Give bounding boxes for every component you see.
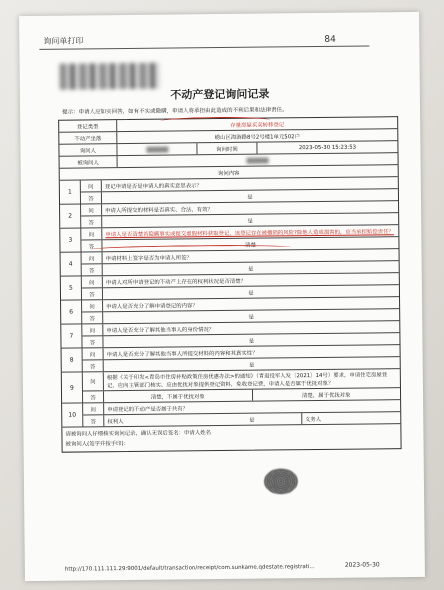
qa-list bbox=[60, 177, 401, 428]
qa-tag: 答 bbox=[83, 391, 104, 402]
qa-number: 4 bbox=[61, 252, 82, 275]
qa-body bbox=[82, 273, 399, 299]
answer-option: 清楚，不属于优抚对象 bbox=[150, 393, 205, 401]
question-line-text: 申请人是否充分了解其他当事人的身份情况？ bbox=[106, 326, 215, 334]
qa-tag: 答 bbox=[82, 312, 103, 323]
qa-tag: 问 bbox=[83, 348, 104, 359]
redacted-name bbox=[146, 146, 168, 152]
qa-tag: 答 bbox=[82, 288, 103, 299]
prompt-text: 提示：申请人应如实回答，如有不实或隐瞒，申请人将承担由此造成的不利后果和法律责任。 bbox=[62, 107, 288, 116]
qa-tag: 答 bbox=[82, 264, 103, 275]
qa-number: 1 bbox=[60, 180, 81, 203]
qa-tag: 问 bbox=[81, 228, 102, 239]
qa-body bbox=[83, 345, 400, 371]
qa-tag: 问 bbox=[83, 372, 104, 390]
question-line-text: 申请人对所申请登记的不动产上存在的权利状况是否清楚？ bbox=[105, 278, 247, 286]
qa-item bbox=[61, 249, 399, 277]
qa-number: 3 bbox=[60, 228, 81, 251]
signature-section bbox=[62, 424, 400, 452]
qa-tag: 问 bbox=[82, 324, 103, 335]
qa-number: 6 bbox=[61, 300, 82, 323]
answer-line-text: 是 bbox=[248, 362, 255, 369]
qa-number: 9 bbox=[62, 372, 83, 402]
qa-tag: 问 bbox=[82, 300, 103, 311]
answer-option: 清楚，属于优抚对象 bbox=[251, 388, 400, 401]
question-line-text: 申请人所提交的材料是否真实、合法、有效？ bbox=[105, 206, 213, 214]
question-line-text: 申请人是否清楚若隐瞒事实或提交虚假材料获取登记，该登记存在被撤销的风险?除他人造成损害的，应当承担赔偿责任？ bbox=[105, 228, 394, 238]
question-line-text: 根据《关于印发<青岛市住房补贴政策住房优惠办法>的通知》（青退役军人发〔2021〕14号）要求，申请住宅房屋登记，应向主管部门核实、应由优抚对象提供登记资料，免收登记费，申请人是否属于优抚对象？ bbox=[106, 372, 388, 390]
qa-number: 10 bbox=[62, 403, 83, 426]
question-line-text: 申请人是否充分了解申请登记的内容？ bbox=[106, 302, 198, 310]
qa-tag: 问 bbox=[82, 276, 103, 287]
qa-item bbox=[60, 201, 398, 229]
qa-tag: 答 bbox=[83, 360, 104, 371]
qa-body bbox=[83, 369, 400, 402]
question-line-text: 申请人是否充分了解其他当事人所提交材料的内容和其真实性？ bbox=[106, 350, 258, 358]
question-line-text: 申请登记的不动产是否属于共有？ bbox=[107, 405, 189, 413]
qa-body bbox=[81, 177, 398, 203]
qa-number: 2 bbox=[60, 204, 81, 227]
qa-tag: 问 bbox=[81, 204, 102, 215]
qa-number: 5 bbox=[61, 276, 82, 299]
document-page bbox=[19, 12, 425, 581]
qa-item bbox=[61, 273, 399, 301]
info-label: 询问人 bbox=[59, 144, 117, 156]
qa-tag: 答 bbox=[81, 216, 102, 227]
qa-tag: 答 bbox=[81, 192, 102, 203]
info-value bbox=[117, 143, 197, 155]
question-line-text: 登记申请是否是申请人的真实意思表示？ bbox=[104, 182, 202, 190]
answer-text: 是 bbox=[249, 417, 255, 424]
page-number: 84 bbox=[324, 34, 336, 45]
qa-number: 8 bbox=[62, 348, 83, 371]
inquiry-form bbox=[58, 116, 401, 453]
header-rule bbox=[39, 45, 369, 49]
qa-tag: 问 bbox=[81, 180, 102, 191]
qa-body bbox=[82, 297, 399, 323]
footer-date: 2023-05-30 bbox=[344, 561, 380, 569]
document-title: 不动产登记询问记录 bbox=[170, 87, 270, 102]
info-value: 2023-05-30 15:23:53 bbox=[298, 144, 357, 151]
answer-line-text: 是 bbox=[247, 266, 254, 273]
qa-body bbox=[82, 249, 399, 275]
info-label: 登记类型 bbox=[59, 120, 117, 132]
qa-tag: 答 bbox=[82, 336, 103, 347]
qa-body bbox=[83, 400, 400, 426]
redacted-barcode bbox=[60, 63, 160, 90]
answer-line-text: 清楚 bbox=[245, 242, 256, 249]
qa-tag: 答 bbox=[81, 240, 102, 251]
qa-item bbox=[62, 369, 400, 404]
redacted-name bbox=[247, 157, 269, 163]
fingerprint bbox=[264, 468, 298, 494]
answer-line-text: 是 bbox=[247, 194, 253, 201]
party-label: 义务人 bbox=[301, 412, 400, 424]
qa-tag: 问 bbox=[82, 252, 103, 263]
info-label: 不动产坐落 bbox=[59, 132, 117, 144]
qa-item bbox=[62, 400, 400, 428]
qa-body bbox=[82, 321, 399, 347]
sign-line: 被询问人(签字并按手印)： bbox=[65, 440, 130, 448]
qa-item bbox=[61, 321, 399, 349]
qa-tag: 问 bbox=[83, 403, 104, 414]
info-value: 崂山区海游路8号2号楼1单元502户 bbox=[214, 133, 301, 141]
answer-line-text: 是 bbox=[248, 290, 254, 297]
print-header-label: 询问单打印 bbox=[43, 36, 84, 46]
answer-line-text: 是 bbox=[248, 314, 254, 321]
qa-header: 询问内容 bbox=[217, 170, 240, 177]
qa-item bbox=[61, 297, 399, 325]
qa-number: 7 bbox=[61, 324, 82, 347]
party-label: 权利人 bbox=[107, 418, 124, 425]
qa-item bbox=[60, 177, 398, 205]
info-label: 询问时间 bbox=[197, 143, 257, 155]
qa-tag: 答 bbox=[83, 415, 104, 426]
qa-item bbox=[62, 345, 400, 373]
question-line-text: 申请材料上签字是否为申请人所签？ bbox=[105, 254, 192, 262]
footer-url: http://170.111.111.29:9001/default/transaction/receipt/com.sunkame.qdestate.registrati... bbox=[64, 564, 315, 573]
sign-line: 请被询问人仔细核实询问记录，确认无误后签名：申请人姓名 bbox=[65, 430, 212, 438]
info-label: 被询问人 bbox=[60, 156, 118, 168]
info-value: 存量房屋买卖转移登记 bbox=[230, 121, 285, 129]
answer-line-text: 是 bbox=[248, 338, 255, 345]
answer-line-text: 是 bbox=[247, 218, 253, 225]
qa-body bbox=[81, 201, 398, 227]
